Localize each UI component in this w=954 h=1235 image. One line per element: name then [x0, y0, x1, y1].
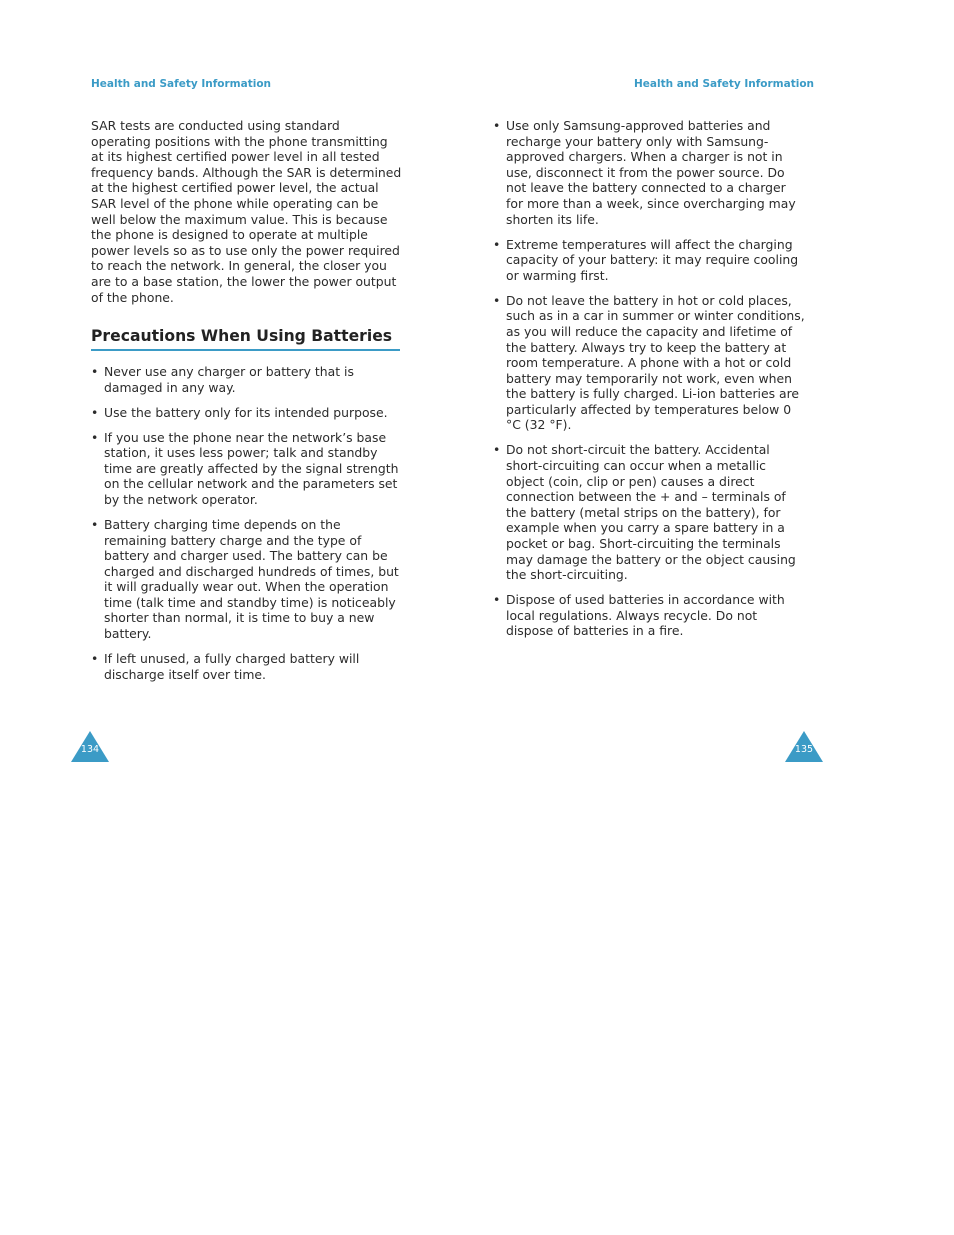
list-item-text: Do not leave the battery in hot or cold places, such as in a car in summer or winter conditions, as you will reduce the capacity and lifetime of the battery. Always try to keep the battery at room temperature. A phone with a hot or cold battery may temporarily not work, even when the battery is fully charged. Li-ion batteries are particularly affected by temperatures below 0 °C (32 °F).: [506, 292, 805, 433]
bullet-icon: •: [493, 236, 501, 252]
page-number-badge-left: [71, 731, 109, 762]
list-item: [91, 364, 403, 395]
list-item: [493, 237, 805, 284]
list-item-text: Use only Samsung-approved batteries and recharge your battery only with Samsung-approved chargers. When a charger is not in use, disconnect it from the power source. Do not leave the battery connected to a charger for more than a week, since overcharging may shorten its life.: [506, 118, 796, 227]
section-title: Precautions When Using Batteries: [91, 327, 400, 351]
list-item-text: Do not short-circuit the battery. Accidental short-circuiting can occur when a metallic object (coin, clip or pen) causes a direct connection between the + and – terminals of the battery (metal strips on the battery), for example when you carry a spare battery in a pocket or bag. Short-circuiting the terminals may damage the battery or the object causing the short-circuiting.: [506, 442, 796, 583]
page-number: 134: [80, 744, 100, 755]
list-item: [493, 442, 805, 582]
list-item: [91, 430, 403, 508]
bullet-icon: •: [91, 364, 99, 379]
bullet-icon: •: [493, 592, 501, 608]
list-item-text: If you use the phone near the network’s base station, it uses less power; talk and standby time are greatly affected by the signal strength on the cellular network and the parameters set by the network operator.: [104, 429, 399, 507]
list-item-text: If left unused, a fully charged battery will discharge itself over time.: [104, 651, 360, 682]
page-number-badge-right: [785, 731, 823, 762]
list-item-text: Use the battery only for its intended purpose.: [104, 404, 388, 420]
page-number: 135: [794, 744, 814, 755]
list-item: [493, 118, 805, 227]
bullet-icon: •: [493, 442, 501, 458]
left-running-header: Health and Safety Information: [91, 78, 272, 90]
bullet-icon: •: [493, 292, 501, 308]
list-item: [91, 651, 403, 682]
list-item-text: Dispose of used batteries in accordance with local regulations. Always recycle. Do not dispose of batteries in a fire.: [506, 592, 785, 639]
left-bullet-list: [91, 364, 403, 692]
list-item-text: Battery charging time depends on the remaining battery charge and the type of battery and charger used. The battery can be charged and discharged hundreds of times, but it will gradually wear out. When the operation time (talk time and standby time) is noticeably shorter than normal, it is time to buy a new battery.: [104, 516, 399, 642]
list-item: [91, 405, 403, 421]
sar-paragraph: SAR tests are conducted using standard operating positions with the phone transmitting at its highest certified power level in all tested frequency bands. Although the SAR is determined at the highest certified power level, the actual SAR level of the phone while operating can be well below the maximum value. This is because the phone is designed to operate at multiple power levels so as to use only the power required to reach the network. In general, the closer you are to a base station, the lower the power output of the phone.: [91, 118, 402, 305]
list-item-text: Never use any charger or battery that is damaged in any way.: [104, 364, 354, 395]
list-item: [493, 592, 805, 639]
list-item-text: Extreme temperatures will affect the charging capacity of your battery: it may require cooling or warming first.: [506, 236, 799, 283]
bullet-icon: •: [493, 118, 501, 133]
bullet-icon: •: [91, 651, 99, 667]
bullet-icon: •: [91, 516, 99, 532]
bullet-icon: •: [91, 404, 99, 420]
right-running-header: Health and Safety Information: [634, 78, 815, 90]
list-item: [91, 517, 403, 642]
right-bullet-list: [493, 118, 805, 648]
list-item: [493, 293, 805, 433]
bullet-icon: •: [91, 429, 99, 445]
